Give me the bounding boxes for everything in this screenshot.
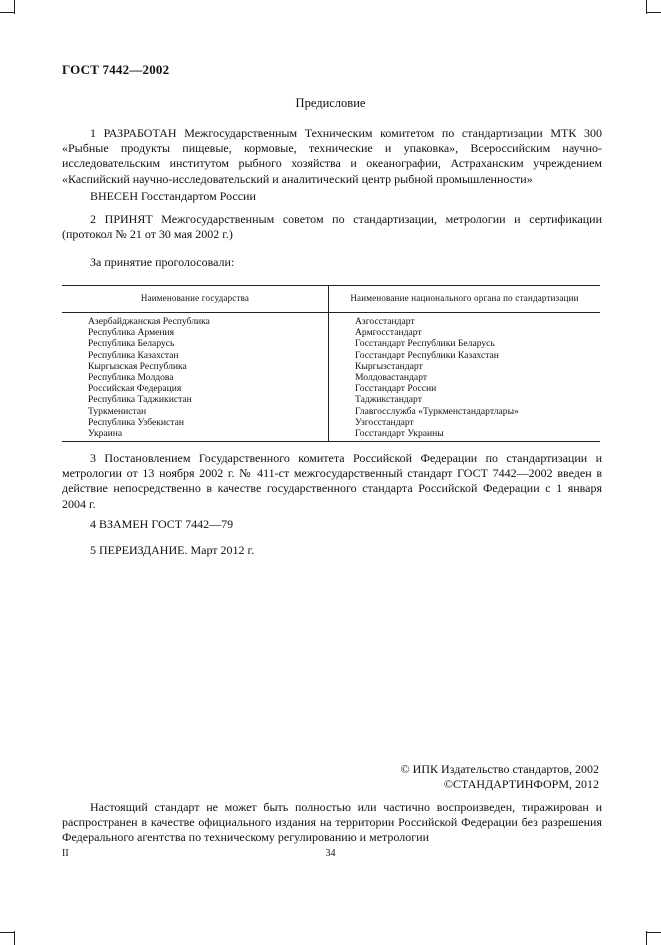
roman-page-number: II <box>62 848 69 859</box>
standards-body-name: Госстандарт Украины <box>355 428 444 440</box>
state-name: Республика Армения <box>88 327 175 339</box>
standards-body-name: Госстандарт Республики Казахстан <box>355 349 499 361</box>
paragraph-enacted: 3 Постановлением Государственного комитета Российской Федерации по стандартизации и метрологии от 13 ноября 2002 г. № 411-ст межгосударственный стандарт ГОСТ 7442—2002 введен в действие непосредственно в качестве государственного стандарта Российской Федерации с 1 января 2004 г. <box>62 451 602 511</box>
state-column <box>62 313 329 442</box>
state-name: Республика Таджикистан <box>88 394 192 406</box>
paragraph-adopted: 2 ПРИНЯТ Межгосударственным советом по стандартизации, метрологии и сертификации (протокол № 21 от 30 мая 2002 г.) <box>62 212 602 242</box>
crop-mark <box>14 931 15 945</box>
crop-mark <box>646 0 647 14</box>
state-name: Республика Казахстан <box>88 349 179 361</box>
paragraph-replaces: 4 ВЗАМЕН ГОСТ 7442—79 <box>90 517 234 531</box>
copyright-line: ©СТАНДАРТИНФОРМ, 2012 <box>443 777 599 792</box>
table-row <box>62 313 600 442</box>
state-name: Российская Федерация <box>88 383 182 395</box>
state-name: Азербайджанская Республика <box>88 316 210 327</box>
copyright-block <box>401 762 599 792</box>
state-name: Республика Беларусь <box>88 338 175 350</box>
document-code: ГОСТ 7442—2002 <box>62 62 170 77</box>
paragraph-reissue: 5 ПЕРЕИЗДАНИЕ. Март 2012 г. <box>90 543 255 557</box>
crop-mark <box>0 12 14 13</box>
paragraph-developed: 1 РАЗРАБОТАН Межгосударственным Техническим комитетом по стандартизации МТК 300 «Рыбные продукты пищевые, кормовые, технические и упаковка», Всероссийским научно-исследовательским институтом рыбного хозяйства и океанографии, Астраханским учреждением «Каспийский научно-исследовательский и аналитический центр рыбной промышленности» <box>62 126 602 186</box>
copyright-line: © ИПК Издательство стандартов, 2002 <box>400 762 599 776</box>
paragraph-introduced: ВНЕСЕН Госстандартом России <box>90 189 256 203</box>
crop-mark <box>646 931 647 945</box>
standards-body-name: Главгосслужба «Туркменстандартлары» <box>355 405 519 417</box>
voting-table <box>62 285 600 442</box>
crop-mark <box>0 932 14 933</box>
crop-mark <box>647 932 661 933</box>
paragraph-voted: За принятие проголосовали: <box>90 255 235 269</box>
standards-body-name: Госстандарт России <box>355 383 437 395</box>
standards-body-name: Узгосстандарт <box>355 416 414 428</box>
state-name: Кыргызская Республика <box>88 360 187 372</box>
standards-body-name: Молдовастандарт <box>355 372 428 384</box>
standards-body-name: Кыргызстандарт <box>355 360 423 372</box>
state-name: Республика Молдова <box>88 372 174 384</box>
column-header-body: Наименование национального органа по стандартизации <box>329 286 601 313</box>
page-title: Предисловие <box>295 96 366 110</box>
table-header-row <box>62 286 600 313</box>
crop-mark <box>14 0 15 14</box>
column-header-state: Наименование государства <box>62 286 329 313</box>
state-name: Украина <box>88 428 123 440</box>
standards-body-name: Госстандарт Республики Беларусь <box>355 338 495 350</box>
body-column <box>329 313 601 442</box>
standards-body-name: Армгосстандарт <box>355 327 422 339</box>
state-name: Республика Узбекистан <box>88 416 185 428</box>
page-number: 34 <box>325 848 336 859</box>
standards-body-name: Азгосстандарт <box>355 316 415 327</box>
crop-mark <box>647 12 661 13</box>
state-name: Туркменистан <box>88 405 147 417</box>
standards-body-name: Таджикстандарт <box>355 394 422 406</box>
reproduction-notice: Настоящий стандарт не может быть полностью или частично воспроизведен, тиражирован и распространен в качестве официального издания на территории Российской Федерации без разрешения Федерального агентства по техническому регулированию и метрологии <box>62 800 602 845</box>
